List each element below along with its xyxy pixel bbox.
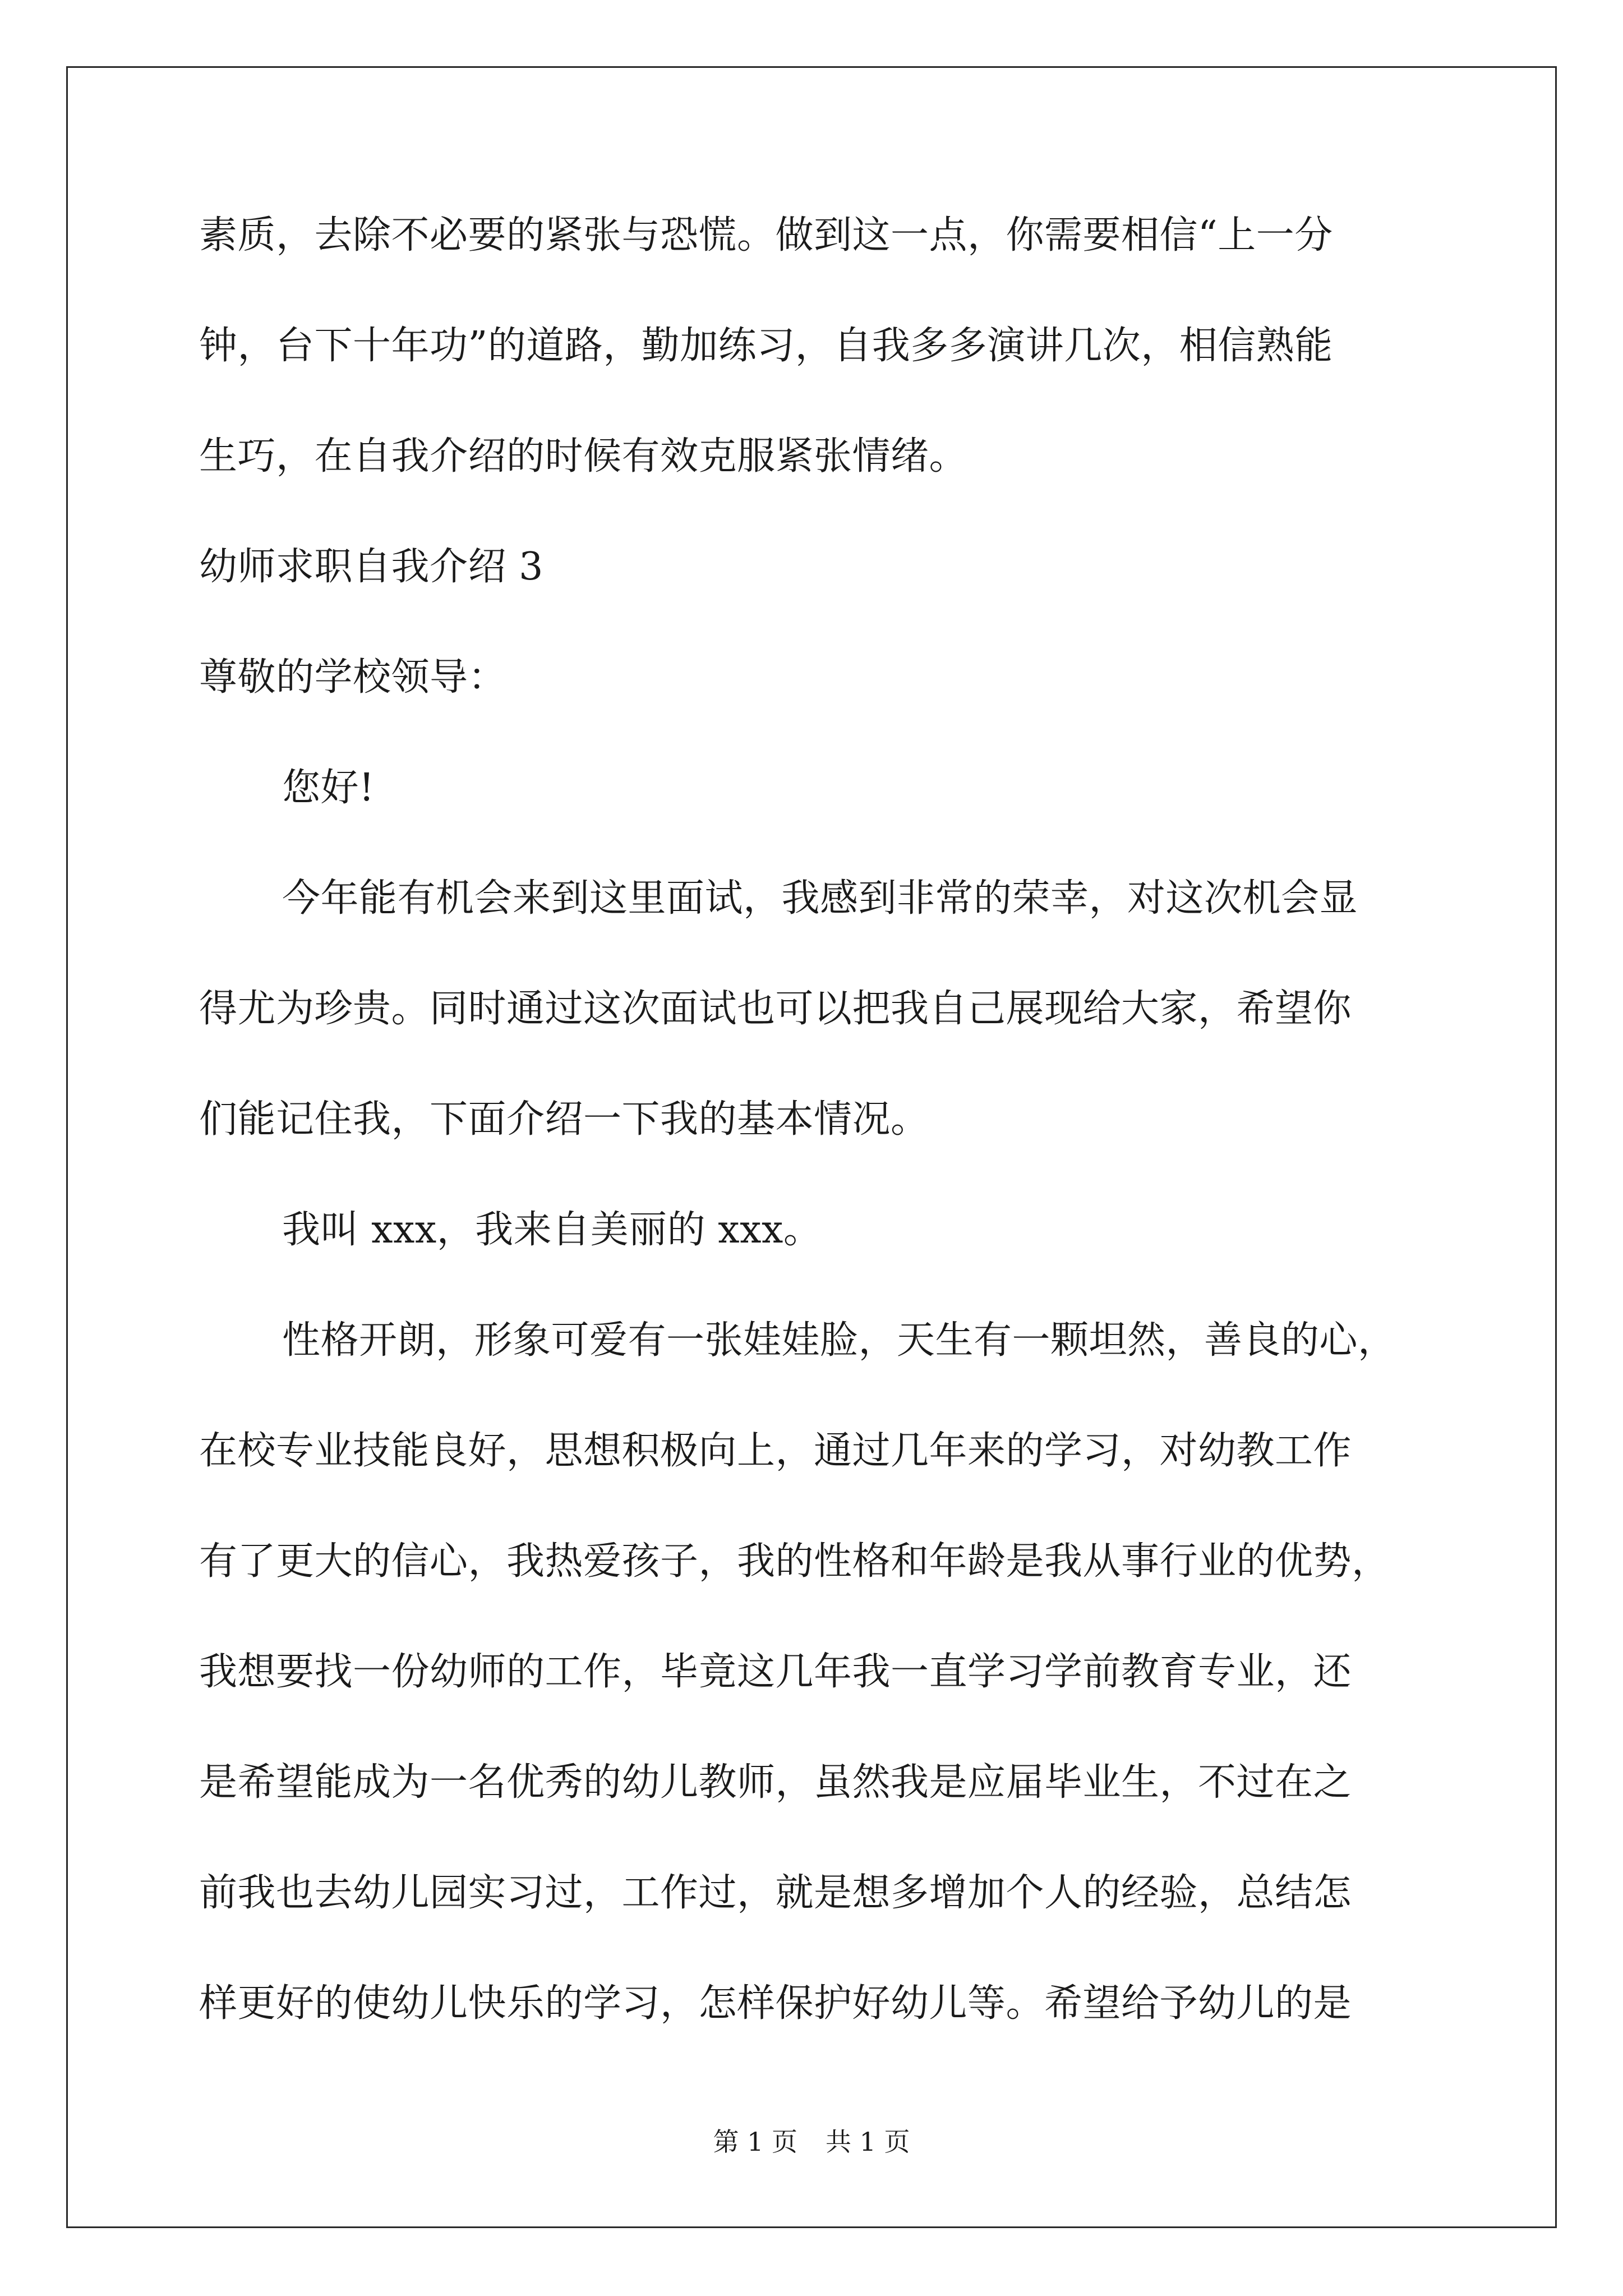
body-line: 性格开朗，形象可爱有一张娃娃脸，天生有一颗坦然，善良的心，	[282, 1318, 1396, 1363]
salutation: 尊敬的学校领导：	[199, 655, 507, 700]
body-line: 我想要找一份幼师的工作，毕竟这几年我一直学习学前教育专业，还	[199, 1650, 1352, 1694]
section-heading: 幼师求职自我介绍 3	[199, 545, 543, 589]
body-line: 钟，台下十年功”的道路，勤加练习，自我多多演讲几次，相信熟能	[199, 324, 1333, 368]
body-line: 有了更大的信心，我热爱孩子，我的性格和年龄是我从事行业的优势，	[199, 1539, 1390, 1584]
body-line: 生巧，在自我介绍的时候有效克服紧张情绪。	[199, 434, 968, 478]
page-total: 共 1 页	[826, 2127, 910, 2157]
body-line: 在校专业技能良好，思想积极向上，通过几年来的学习，对幼教工作	[199, 1429, 1352, 1473]
body-line: 得尤为珍贵。同时通过这次面试也可以把我自己展现给大家，希望你	[199, 987, 1352, 1031]
body-line: 素质，去除不必要的紧张与恐慌。做到这一点，你需要相信“上一分	[199, 213, 1333, 257]
body-line: 前我也去幼儿园实习过，工作过，就是想多增加个人的经验，总结怎	[199, 1871, 1352, 1915]
body-line: 样更好的使幼儿快乐的学习，怎样保护好幼儿等。希望给予幼儿的是	[199, 1981, 1352, 2026]
body-line: 我叫 xxx，我来自美丽的 xxx。	[282, 1208, 822, 1252]
page-footer	[0, 2126, 1623, 2157]
body-line: 是希望能成为一名优秀的幼儿教师，虽然我是应届毕业生，不过在之	[199, 1760, 1352, 1805]
greeting: 您好!	[282, 766, 375, 810]
page-number: 第 1 页	[713, 2127, 797, 2157]
body-line: 们能记住我，下面介绍一下我的基本情况。	[199, 1097, 929, 1142]
body-line: 今年能有机会来到这里面试，我感到非常的荣幸，对这次机会显	[282, 876, 1358, 921]
